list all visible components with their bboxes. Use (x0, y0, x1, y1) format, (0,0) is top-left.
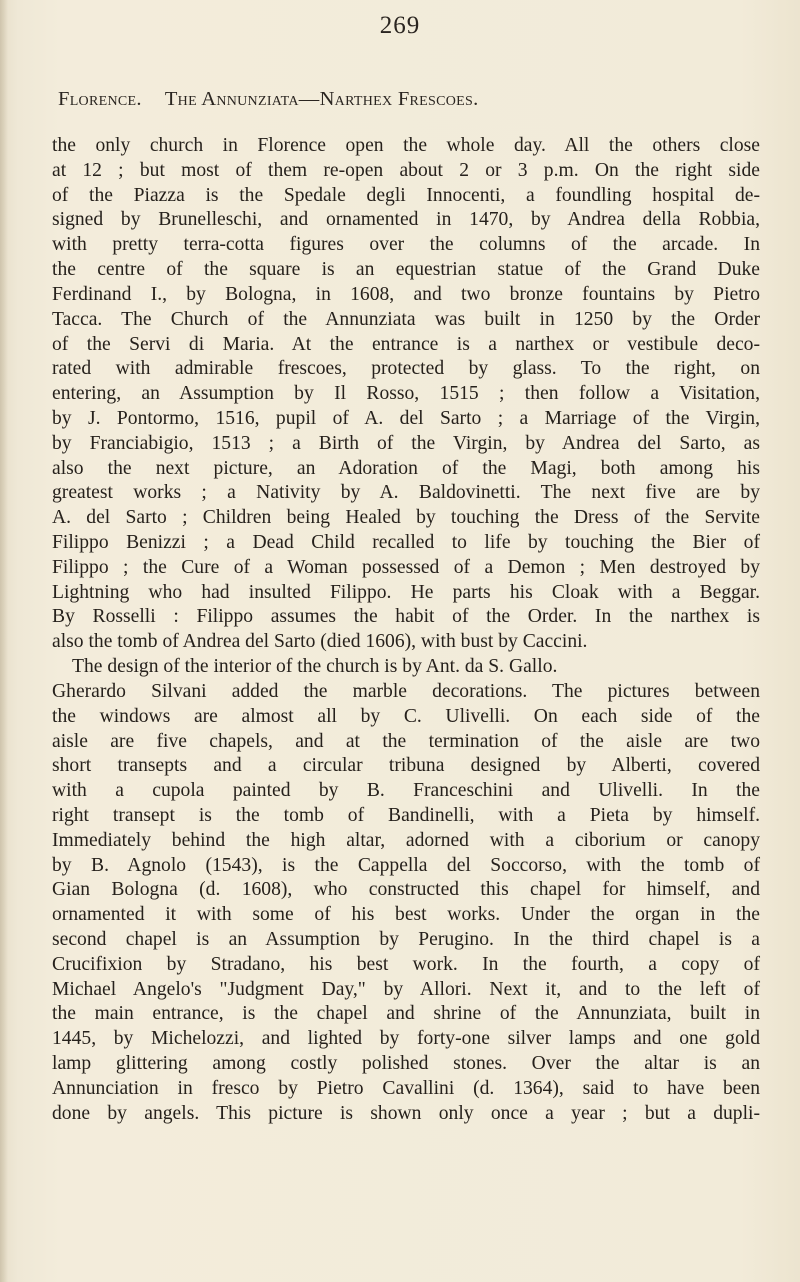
text-line: second chapel is an Assumption by Perugino. In the third chapel is a (52, 929, 760, 950)
text-line: 1445, by Michelozzi, and lighted by forty-one silver lamps and one gold (52, 1028, 760, 1050)
text-line: of the Piazza is the Spedale degli Innocenti, a foundling hospital de- (52, 184, 760, 206)
text-line: aisle are five chapels, and at the termination of the aisle are two (52, 730, 760, 752)
text-line: Lightning who had insulted Filippo. He parts his Cloak with a Beggar. (52, 581, 760, 603)
text-line: lamp glittering among costly polished stones. Over the altar is an (52, 1053, 760, 1075)
text-line: short transepts and a circular tribuna designed by Alberti, covered (52, 755, 760, 777)
text-line: the only church in Florence open the whole day. All the others close (52, 135, 760, 156)
text-line: Immediately behind the high altar, adorned with a ciborium or canopy (52, 829, 760, 851)
page-number: 269 (379, 12, 421, 39)
running-head-subject: The Annunziata—Narthex Frescoes. (164, 88, 479, 110)
text-line: at 12 ; but most of them re-open about 2 or 3 p.m. On the right side (52, 159, 760, 181)
text-line: Gherardo Silvani added the marble decorations. The pictures between (52, 680, 760, 702)
running-head-place: Florence. (58, 88, 142, 110)
text-line: Filippo Benizzi ; a Dead Child recalled to life by touching the Bier of (52, 532, 760, 553)
paragraph-1 (52, 134, 760, 655)
body-text (52, 134, 760, 1127)
page-gutter-shadow (0, 0, 8, 1282)
text-line: the centre of the square is an equestrian statue of the Grand Duke (52, 259, 760, 281)
text-line: By Rosselli : Filippo assumes the habit of the Order. In the narthex is (52, 606, 760, 628)
text-line: rated with admirable frescoes, protected by glass. To the right, on (52, 358, 760, 380)
text-line: Filippo ; the Cure of a Woman possessed of a Demon ; Men destroyed by (52, 556, 760, 578)
text-line: A. del Sarto ; Children being Healed by touching the Dress of the Servite (52, 507, 760, 529)
text-line: Michael Angelo's "Judgment Day," by Allori. Next it, and to the left of (52, 978, 760, 1000)
text-line: Ferdinand I., by Bologna, in 1608, and two bronze fountains by Pietro (52, 283, 760, 305)
text-line: with pretty terra-cotta figures over the columns of the arcade. In (52, 234, 760, 256)
text-line: right transept is the tomb of Bandinelli, with a Pieta by himself. (52, 804, 760, 826)
paragraph-2 (52, 655, 760, 1126)
text-line: by B. Agnolo (1543), is the Cappella del Soccorso, with the tomb of (52, 854, 760, 876)
text-line: greatest works ; a Nativity by A. Baldovinetti. The next five are by (52, 482, 760, 504)
text-line: also the next picture, an Adoration of the Magi, both among his (52, 457, 760, 479)
text-line: ornamented it with some of his best works. Under the organ in the (52, 904, 760, 926)
text-line: done by angels. This picture is shown only once a year ; but a dupli- (52, 1102, 760, 1124)
text-line: the main entrance, is the chapel and shrine of the Annunziata, built in (52, 1003, 760, 1025)
text-line: Crucifixion by Stradano, his best work. In the fourth, a copy of (52, 953, 760, 975)
text-line: signed by Brunelleschi, and ornamented in 1470, by Andrea della Robbia, (52, 209, 760, 231)
text-line: by J. Pontormo, 1516, pupil of A. del Sarto ; a Marriage of the Virgin, (52, 407, 760, 429)
text-line: also the tomb of Andrea del Sarto (died 1606), with bust by Caccini. (52, 631, 588, 653)
text-line: the windows are almost all by C. Ulivelli. On each side of the (52, 705, 760, 727)
text-line: Gian Bologna (d. 1608), who constructed this chapel for himself, and (52, 879, 760, 901)
text-line: The design of the interior of the church is by Ant. da S. Gallo. (72, 656, 558, 678)
text-line: Annunciation in fresco by Pietro Cavallini (d. 1364), said to have been (52, 1077, 760, 1099)
text-line: entering, an Assumption by Il Rosso, 1515 ; then follow a Visitation, (52, 383, 760, 405)
text-line: of the Servi di Maria. At the entrance is a narthex or vestibule deco- (52, 333, 760, 355)
text-line: Tacca. The Church of the Annunziata was built in 1250 by the Order (52, 308, 760, 330)
text-line: by Franciabigio, 1513 ; a Birth of the Virgin, by Andrea del Sarto, as (52, 432, 760, 454)
running-head (58, 88, 758, 111)
text-line: with a cupola painted by B. Franceschini and Ulivelli. In the (52, 780, 760, 802)
